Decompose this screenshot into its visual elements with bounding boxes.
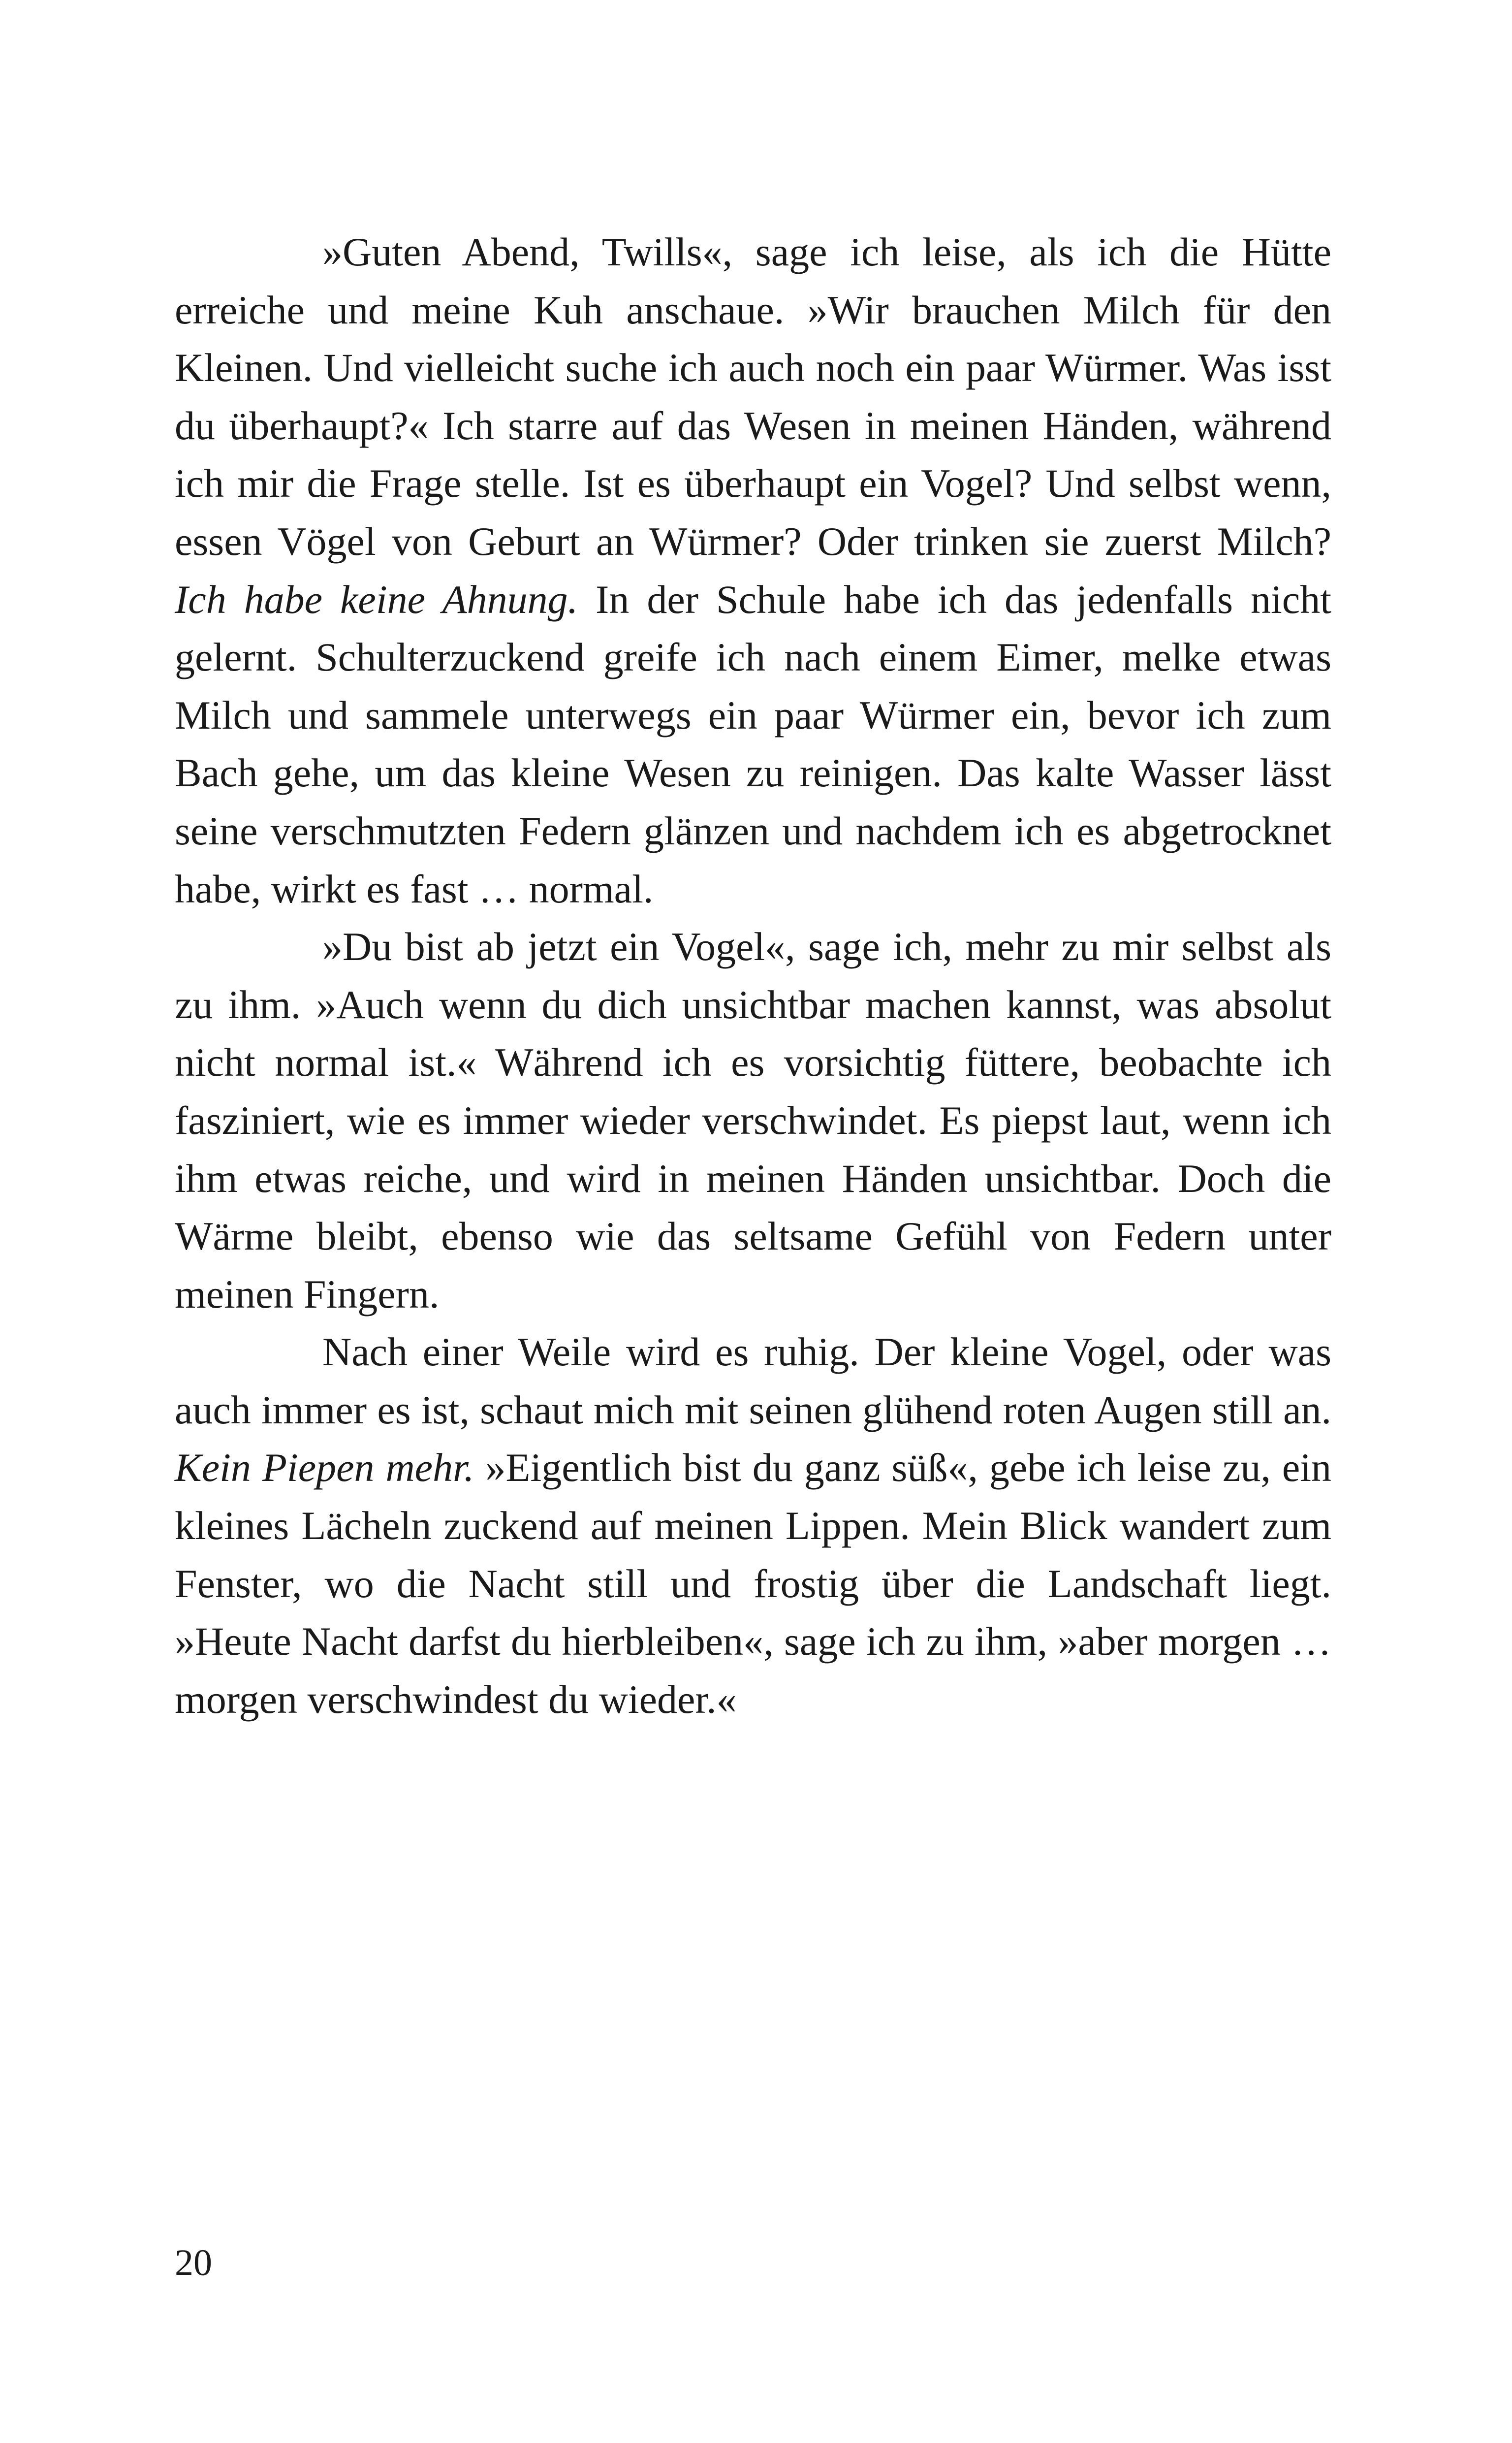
paragraph-2	[175, 918, 1331, 1323]
paragraph-1-part-3: In der Schule habe ich das jedenfalls nicht gelernt. Schulterzuckend greife ich nach einem Eimer, melke etwas Milch und sammele unterwegs ein paar Würmer ein, bevor ich zum Bach gehe, um das kleine Wesen zu reinigen. Das kalte Wasser lässt seine verschmutzten Federn glänzen und nachdem ich es abgetrocknet habe, wirkt es fast … normal.	[175, 577, 1331, 911]
paragraph-1-italic-thought: Ich habe keine Ahnung.	[175, 577, 578, 622]
page-number: 20	[175, 2242, 212, 2283]
paragraph-2-part-1: »Du bist ab jetzt ein Vogel«, sage ich, mehr zu mir selbst als zu ihm. »Auch wenn du dich unsichtbar machen kannst, was absolut nicht normal ist.« Während ich es vorsichtig füttere, beobachte ich fasziniert, wie es immer wieder verschwindet. Es piepst laut, wenn ich ihm etwas reiche, und wird in meinen Händen unsichtbar. Doch die Wärme bleibt, ebenso wie das seltsame Gefühl von Federn unter meinen Fingern.	[175, 924, 1331, 1317]
paragraph-3-italic-thought: Kein Piepen mehr.	[175, 1445, 474, 1490]
body-text	[175, 223, 1331, 1728]
paragraph-3	[175, 1323, 1331, 1728]
paragraph-3-part-3: »Eigentlich bist du ganz süß«, gebe ich leise zu, ein kleines Lächeln zuckend auf meinen Lippen. Mein Blick wandert zum Fenster, wo die Nacht still und frostig über die Landschaft liegt. »Heute Nacht darfst du hierbleiben«, sage ich zu ihm, »aber morgen … morgen verschwindest du wieder.«	[175, 1445, 1331, 1722]
paragraph-1-part-1: »Guten Abend, Twills«, sage ich leise, als ich die Hütte erreiche und meine Kuh anschaue. »Wir brauchen Milch für den Kleinen. Und vielleicht suche ich auch noch ein paar Würmer. Was isst du überhaupt?« Ich starre auf das Wesen in meinen Händen, während ich mir die Frage stelle. Ist es überhaupt ein Vogel? Und selbst wenn, essen Vögel von Geburt an Würmer? Oder trinken sie zuerst Milch?	[175, 229, 1331, 564]
paragraph-1	[175, 223, 1331, 918]
paragraph-3-part-1: Nach einer Weile wird es ruhig. Der kleine Vogel, oder was auch immer es ist, schaut mich mit seinen glühend roten Augen still an.	[175, 1329, 1331, 1432]
